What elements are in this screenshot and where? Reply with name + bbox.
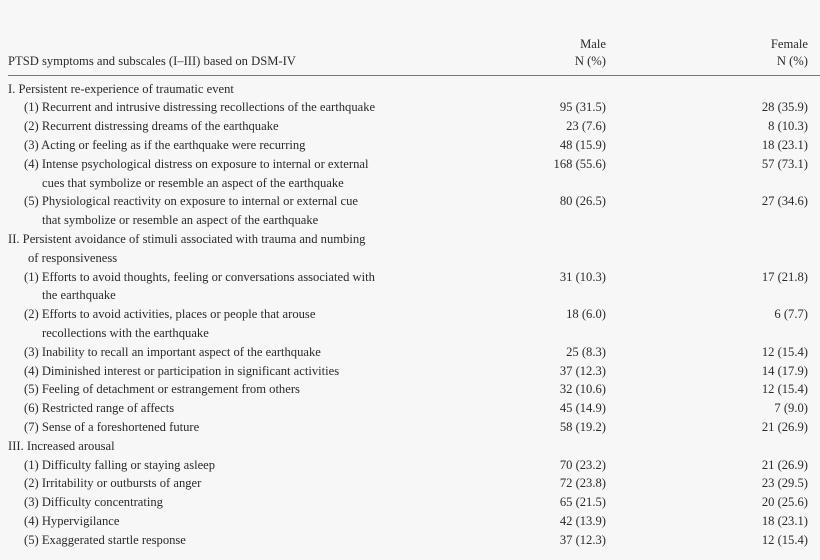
- row-label-continuation: of responsiveness: [28, 250, 118, 265]
- male-value: 80 (26.5): [559, 194, 606, 209]
- female-value: 6 (7.7): [774, 307, 808, 322]
- row-label: (3) Inability to recall an important aspect of the earthquake: [24, 344, 321, 359]
- row-label: (2) Recurrent distressing dreams of the earthquake: [24, 119, 279, 134]
- male-value: 37 (12.3): [559, 532, 606, 547]
- row-label: (5) Exaggerated startle response: [24, 532, 186, 547]
- row-label: (2) Irritability or outbursts of anger: [24, 476, 202, 491]
- row-label: (5) Physiological reactivity on exposure to internal or external cue: [24, 194, 358, 209]
- female-value: 17 (21.8): [761, 269, 808, 284]
- row-label: (7) Sense of a foreshortened future: [24, 419, 200, 434]
- male-value: 31 (10.3): [559, 269, 606, 284]
- female-value: 18 (23.1): [761, 137, 808, 152]
- male-value: 42 (13.9): [559, 513, 606, 528]
- female-value: 12 (15.4): [761, 382, 808, 397]
- male-value: 18 (6.0): [566, 307, 606, 322]
- column-header-symptoms: PTSD symptoms and subscales (I–III) based on DSM-IV: [8, 54, 296, 68]
- male-value: 72 (23.8): [559, 476, 606, 491]
- female-value: 21 (26.9): [761, 419, 808, 434]
- female-value: 12 (15.4): [761, 532, 808, 547]
- row-label: (3) Acting or feeling as if the earthquake were recurring: [24, 137, 306, 152]
- row-label: (4) Intense psychological distress on exposure to internal or external: [24, 156, 369, 171]
- female-value: 28 (35.9): [761, 100, 808, 115]
- female-value: 21 (26.9): [761, 457, 808, 472]
- column-header-female: Female: [770, 37, 808, 51]
- row-label: (1) Difficulty falling or staying asleep: [24, 457, 216, 472]
- row-label: (4) Hypervigilance: [24, 513, 120, 528]
- male-value: 168 (55.6): [553, 156, 606, 171]
- female-value: 23 (29.5): [761, 476, 808, 491]
- female-value: 57 (73.1): [761, 156, 808, 171]
- male-value: 95 (31.5): [559, 100, 606, 115]
- female-value: 12 (15.4): [761, 344, 808, 359]
- row-label: (6) Restricted range of affects: [24, 401, 175, 416]
- male-value: 70 (23.2): [559, 457, 606, 472]
- row-label: (3) Difficulty concentrating: [24, 495, 163, 510]
- female-value: 18 (23.1): [761, 513, 808, 528]
- header-divider: [8, 75, 820, 76]
- male-value: 48 (15.9): [559, 137, 606, 152]
- row-label: (5) Feeling of detachment or estrangement from others: [24, 382, 300, 397]
- row-label: (2) Efforts to avoid activities, places or people that arouse: [24, 307, 316, 322]
- row-label-continuation: that symbolize or resemble an aspect of the earthquake: [42, 213, 319, 228]
- row-label: (1) Recurrent and intrusive distressing recollections of the earthquake: [24, 100, 376, 115]
- female-value: 8 (10.3): [768, 119, 808, 134]
- female-value: 20 (25.6): [761, 495, 808, 510]
- row-label: (1) Efforts to avoid thoughts, feeling or conversations associated with: [24, 269, 375, 284]
- male-value: 23 (7.6): [566, 119, 606, 134]
- row-label: II. Persistent avoidance of stimuli associated with trauma and numbing: [8, 231, 366, 246]
- female-value: 14 (17.9): [761, 363, 808, 378]
- column-header-male: Male: [580, 37, 606, 51]
- female-value: 27 (34.6): [761, 194, 808, 209]
- male-value: 25 (8.3): [566, 344, 606, 359]
- column-header-female-unit: N (%): [776, 54, 808, 68]
- male-value: 58 (19.2): [559, 419, 606, 434]
- row-label-continuation: recollections with the earthquake: [42, 325, 209, 340]
- row-label-continuation: the earthquake: [42, 288, 116, 303]
- column-header-male-unit: N (%): [574, 54, 606, 68]
- male-value: 65 (21.5): [559, 495, 606, 510]
- female-value: 7 (9.0): [774, 401, 808, 416]
- row-label: I. Persistent re-experience of traumatic event: [8, 81, 234, 96]
- row-label: (4) Diminished interest or participation in significant activities: [24, 363, 340, 378]
- male-value: 32 (10.6): [559, 382, 606, 397]
- row-label: III. Increased arousal: [8, 438, 115, 453]
- row-label-continuation: cues that symbolize or resemble an aspect of the earthquake: [42, 175, 344, 190]
- male-value: 37 (12.3): [559, 363, 606, 378]
- male-value: 45 (14.9): [559, 401, 606, 416]
